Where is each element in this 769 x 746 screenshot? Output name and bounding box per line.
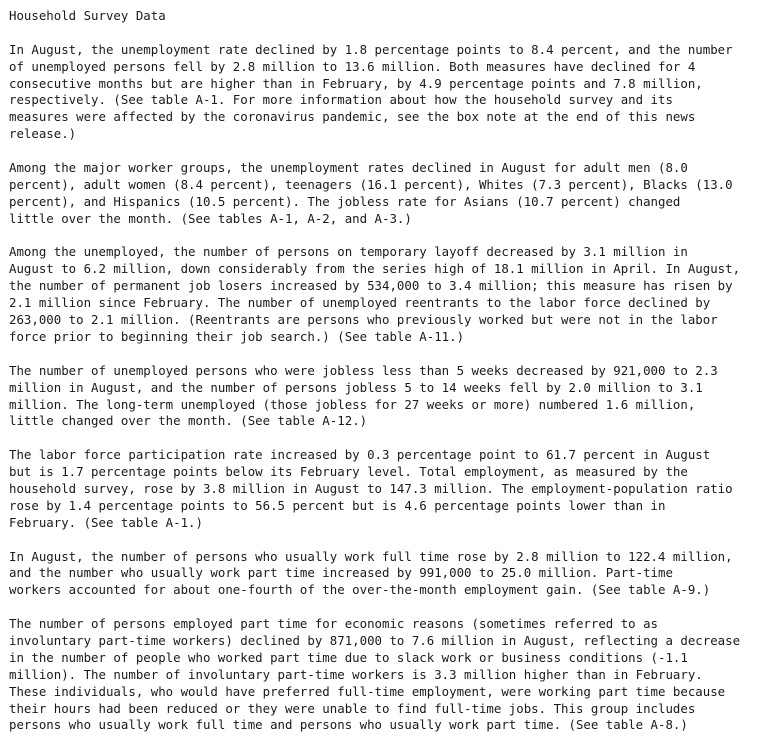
paragraph-line: rose by 1.4 percentage points to 56.5 percent but is 4.6 percentage points lower than in	[9, 497, 666, 513]
paragraph-line: Among the unemployed, the number of persons on temporary layoff decreased by 3.1 million in	[9, 244, 688, 260]
paragraph-line: involuntary part-time workers) declined by 871,000 to 7.6 million in August, reflecting a decrease	[9, 632, 741, 648]
paragraph-line: million). The number of involuntary part-time workers is 3.3 million higher than in February.	[9, 666, 703, 682]
paragraph-line: 2.1 million since February. The number of unemployed reentrants to the labor force declined by	[9, 295, 711, 311]
paragraph-line: respectively. (See table A-1. For more information about how the household survey and its	[9, 92, 673, 108]
paragraph-line: in the number of people who worked part time due to slack work or business conditions (-1.1	[9, 649, 688, 665]
paragraph-line: but is 1.7 percentage points below its February level. Total employment, as measured by the	[9, 464, 688, 480]
paragraph-line: workers accounted for about one-fourth of the over-the-month employment gain. (See table A-9.)	[9, 582, 711, 598]
paragraph-line: The labor force participation rate increased by 0.3 percentage point to 61.7 percent in August	[9, 447, 711, 463]
paragraph-line: consecutive months but are higher than in February, by 4.9 percentage points and 7.8 million,	[9, 75, 703, 91]
paragraph-line: In August, the unemployment rate declined by 1.8 percentage points to 8.4 percent, and the number	[9, 41, 733, 57]
paragraph-full-part-time	[9, 549, 769, 600]
paragraph-line: their hours had been reduced or they were unable to find full-time jobs. This group includes	[9, 700, 696, 716]
paragraph-line: percent), adult women (8.4 percent), teenagers (16.1 percent), Whites (7.3 percent), Blacks (13.0	[9, 176, 733, 192]
paragraph-line: percent), and Hispanics (10.5 percent). The jobless rate for Asians (10.7 percent) changed	[9, 193, 681, 209]
paragraph-line: million in August, and the number of persons jobless 5 to 14 weeks fell by 2.0 million to 3.1	[9, 379, 703, 395]
paragraph-line: February. (See table A-1.)	[9, 514, 203, 530]
paragraph-line: August to 6.2 million, down considerably from the series high of 18.1 million in April. In August,	[9, 261, 741, 277]
paragraph-unemployment-rate	[9, 42, 769, 143]
paragraph-line: little over the month. (See tables A-1, A-2, and A-3.)	[9, 210, 412, 226]
paragraph-line: 263,000 to 2.1 million. (Reentrants are persons who previously worked but were not in the labor	[9, 312, 718, 328]
paragraph-line: The number of unemployed persons who were jobless less than 5 weeks decreased by 921,000 to 2.3	[9, 362, 718, 378]
paragraph-line: the number of permanent job losers increased by 534,000 to 3.4 million; this measure has risen by	[9, 278, 733, 294]
paragraph-duration	[9, 363, 769, 431]
paragraph-involuntary-part-time	[9, 616, 769, 734]
paragraph-line: persons who usually work full time and persons who usually work part time. (See table A-8.)	[9, 717, 688, 733]
paragraph-line: of unemployed persons fell by 2.8 million to 13.6 million. Both measures have declined for 4	[9, 58, 696, 74]
paragraph-participation-rate	[9, 447, 769, 531]
document-title: Household Survey Data	[9, 8, 166, 23]
paragraph-line: and the number who usually work part time increased by 991,000 to 25.0 million. Part-time	[9, 565, 673, 581]
paragraph-line: million. The long-term unemployed (those jobless for 27 weeks or more) numbered 1.6 million,	[9, 396, 696, 412]
paragraph-line: force prior to beginning their job search.) (See table A-11.)	[9, 328, 465, 344]
paragraph-line: Among the major worker groups, the unemployment rates declined in August for adult men (8.0	[9, 160, 688, 176]
paragraph-line: In August, the number of persons who usually work full time rose by 2.8 million to 122.4 million,	[9, 548, 733, 564]
paragraph-temporary-layoff	[9, 244, 769, 345]
paragraph-line: little changed over the month. (See table A-12.)	[9, 413, 368, 429]
paragraph-line: household survey, rose by 3.8 million in August to 147.3 million. The employment-population ratio	[9, 480, 733, 496]
paragraph-worker-groups	[9, 160, 769, 228]
paragraph-line: The number of persons employed part time for economic reasons (sometimes referred to as	[9, 616, 659, 632]
paragraph-line: These individuals, who would have preferred full-time employment, were working part time because	[9, 683, 726, 699]
paragraph-line: release.)	[9, 126, 77, 142]
paragraph-line: measures were affected by the coronavirus pandemic, see the box note at the end of this news	[9, 109, 696, 125]
